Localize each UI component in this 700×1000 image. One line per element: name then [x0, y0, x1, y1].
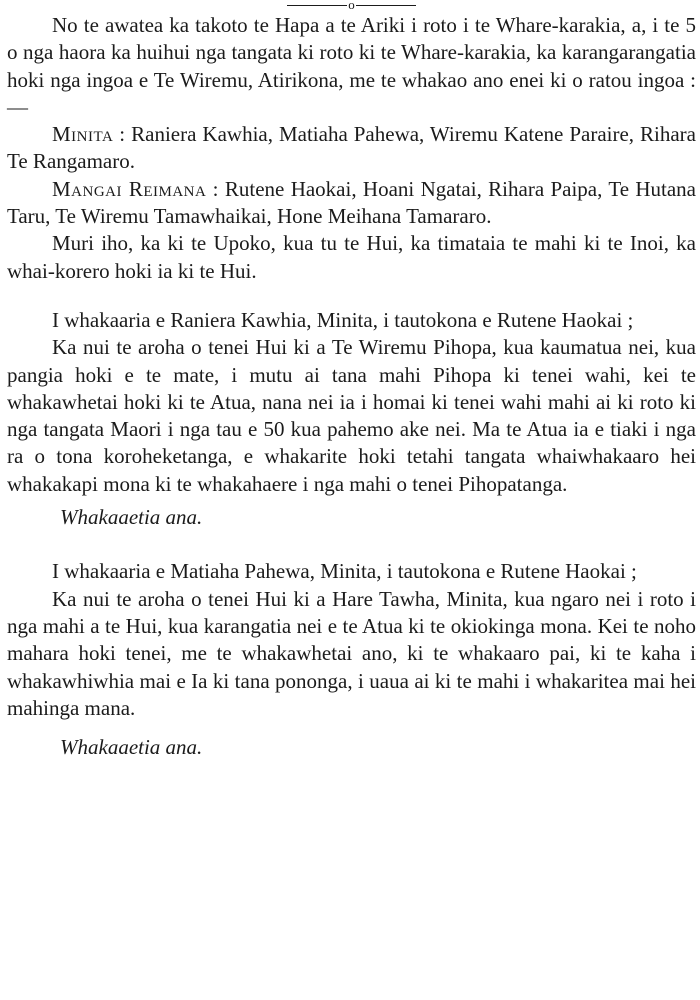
motion-2-result: Whakaaetia ana. [60, 735, 203, 760]
mangai-paragraph [7, 176, 696, 231]
opening-paragraph: No te awatea ka takoto te Hapa a te Ariki i roto i te Whare-karakia, a, i te 5 o nga haora ka huihui nga tangata ki roto ki te Whare-karakia, ka karangarangatia hoki nga ingoa e Te Wiremu, Atirikona, me te whakao ano enei ki o ratou ingoa :— [7, 13, 696, 119]
upoko-paragraph: Muri iho, ka ki te Upoko, kua tu te Hui, ka timataia te mahi ki te Inoi, ka whai-korero hoki ia ki te Hui. [7, 231, 696, 283]
mangai-names: Rutene Haokai, Hoani Ngatai, Rihara Paipa, Te Hutana Taru, Te Wiremu Tamawhaikai, Hone Meihana Tamararo. [7, 176, 697, 229]
spacer [7, 285, 696, 307]
motion-1-intro: I whakaaria e Raniera Kawhia, Minita, i tautokona e Rutene Haokai ; [52, 307, 634, 332]
motion-2-intro: I whakaaria e Matiaha Pahewa, Minita, i tautokona e Rutene Haokai ; [52, 559, 637, 584]
motion-2-body: Ka nui te aroha o tenei Hui ki a Hare Tawha, Minita, kua ngaro nei i roto i nga mahi a te Hui, kua karangatia nei e te Atua ki te okiokinga mona. Kei te noho mahara hoki tenei, me te whakawhetai ano, ki te whakaaro pai, ki te kaha i whakawhiwhia mai e Ia ki tana pononga, i uaua ai ki te mahi i whakaritea mai hei mahinga mana. [7, 586, 696, 720]
mangai-label: Mangai Reimana [52, 176, 207, 201]
minita-label: Minita [52, 122, 114, 147]
mangai-separator: : [206, 176, 225, 201]
section-divider [7, 0, 696, 12]
divider-rule-left [287, 5, 347, 6]
minita-paragraph [7, 121, 696, 176]
motion-1-result: Whakaaetia ana. [60, 505, 203, 530]
minita-separator: : [113, 122, 132, 147]
spacer [7, 531, 696, 558]
divider-mark: o [348, 0, 355, 12]
motion-1-body: Ka nui te aroha o tenei Hui ki a Te Wiremu Pihopa, kua kaumatua nei, kua pangia hoki e te mate, i mutu ai tana mahi Pihopa ki tenei wahi, kei te whakawhetai hoki ki te Atua, nana nei ia i homai ki tenei wahi mahi ai ki roto ki nga tangata Maori i nga tau e 50 kua pahemo ake nei. Ma te Atua ia e tiaki i nga ra o tona koroheketanga, e whakarite hoki tetahi tangata whaiwhakaaro hei whakakapi mona ki te whakahaere i nga mahi o tenei Pihopatanga. [7, 335, 696, 496]
divider-rule-right [356, 5, 416, 6]
minita-names: Raniera Kawhia, Matiaha Pahewa, Wiremu Katene Paraire, Rihara Te Rangamaro. [7, 122, 697, 174]
